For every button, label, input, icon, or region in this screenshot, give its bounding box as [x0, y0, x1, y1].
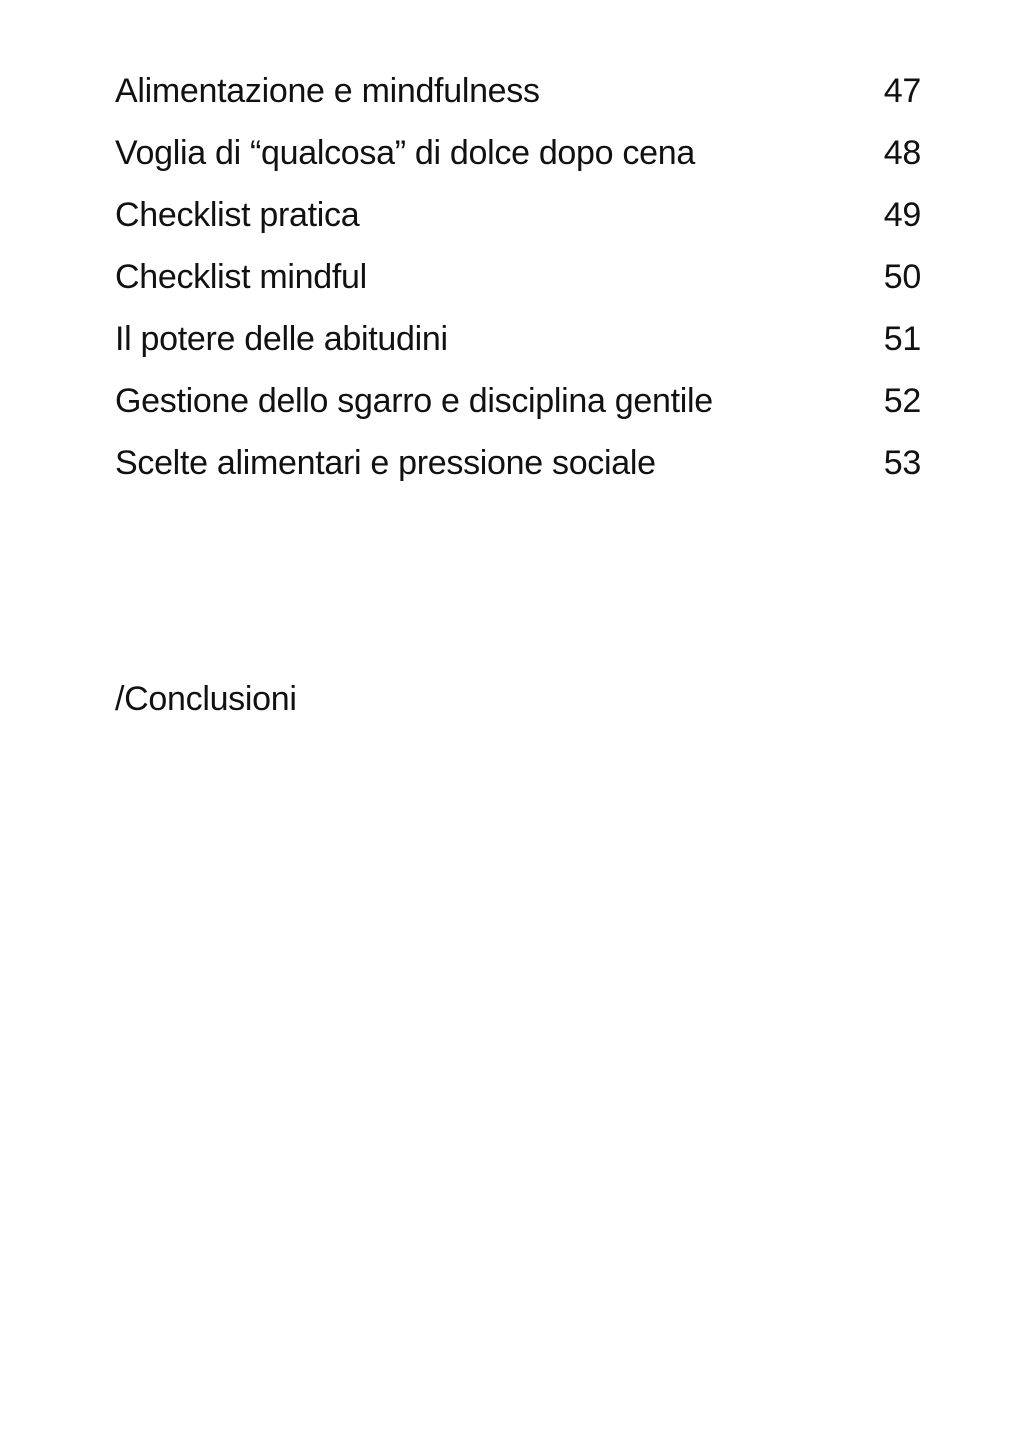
toc-entry-title: Checklist mindful [115, 257, 367, 296]
toc-entry-title: Gestione dello sgarro e disciplina gentile [115, 381, 713, 420]
toc-entry-page: 51 [883, 319, 921, 358]
toc-entry [115, 308, 921, 370]
toc-entry [115, 370, 921, 432]
table-of-contents [115, 60, 921, 494]
toc-entry-title: Checklist pratica [115, 195, 360, 234]
toc-entry-page: 47 [883, 71, 921, 110]
toc-entry [115, 60, 921, 122]
toc-entry-page: 53 [883, 443, 921, 482]
toc-entry [115, 184, 921, 246]
toc-entry-page: 49 [883, 195, 921, 234]
toc-entry-page: 48 [883, 133, 921, 172]
toc-entry-page: 52 [883, 381, 921, 420]
toc-entry-title: Il potere delle abitudini [115, 319, 448, 358]
toc-entry-title: Alimentazione e mindfulness [115, 71, 540, 110]
toc-entry-title: Voglia di “qualcosa” di dolce dopo cena [115, 133, 695, 172]
section-heading-conclusioni: /Conclusioni [115, 680, 297, 718]
toc-entry-page: 50 [883, 257, 921, 296]
toc-entry [115, 432, 921, 494]
toc-entry-title: Scelte alimentari e pressione sociale [115, 443, 656, 482]
toc-entry [115, 246, 921, 308]
toc-entry [115, 122, 921, 184]
